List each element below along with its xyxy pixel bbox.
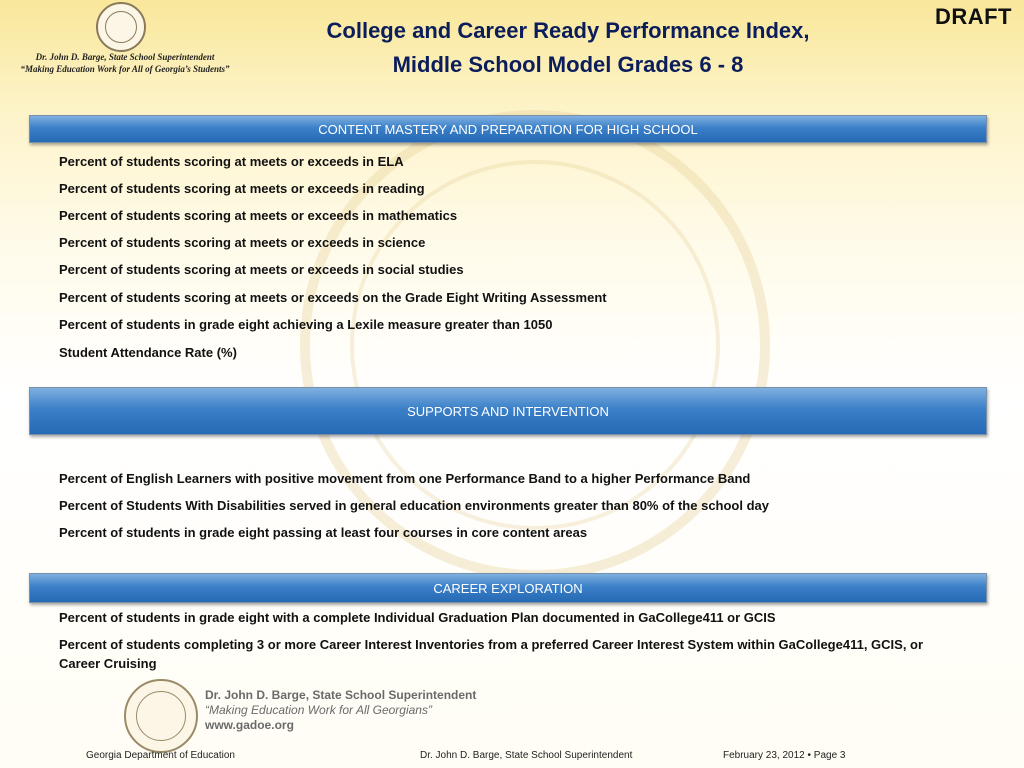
footer-seal-logo (124, 679, 198, 753)
list-item: Percent of students in grade eight with a complete Individual Graduation Plan documented in GaCollege411 or GCIS (59, 610, 776, 625)
draft-label: DRAFT (934, 4, 1012, 29)
section-header-career-exploration: CAREER EXPLORATION (29, 573, 987, 603)
list-item: Percent of students scoring at meets or exceeds in mathematics (59, 208, 458, 223)
list-item: Percent of students scoring at meets or exceeds on the Grade Eight Writing Assessment (59, 290, 607, 305)
list-item: Percent of students in grade eight passing at least four courses in core content areas (59, 525, 588, 540)
footer-logo-name: Dr. John D. Barge, State School Superintendent (205, 688, 477, 702)
section-header-content-mastery: CONTENT MASTERY AND PREPARATION FOR HIGH SCHOOL (29, 115, 987, 143)
list-item: Percent of students in grade eight achieving a Lexile measure greater than 1050 (59, 317, 553, 332)
list-item: Percent of students scoring at meets or exceeds in ELA (59, 154, 404, 169)
section-header-supports-intervention: SUPPORTS AND INTERVENTION (29, 387, 987, 435)
superintendent-motto: “Making Education Work for All of Georgia’s Students” (20, 64, 230, 74)
list-item: Student Attendance Rate (%) (59, 345, 237, 360)
list-item: Percent of students completing 3 or more Career Interest Inventories from a preferred Career Interest System within GaCollege411, GCIS, or Career Cruising (59, 637, 924, 671)
list-item: Percent of Students With Disabilities served in general education environments greater than 80% of the school day (59, 498, 769, 513)
page-title-line-1: College and Career Ready Performance Index, (326, 18, 810, 43)
list-item: Percent of students scoring at meets or exceeds in science (59, 235, 426, 250)
footer-logo-website: www.gadoe.org (205, 718, 294, 732)
footer-logo-motto: “Making Education Work for All Georgians” (205, 703, 432, 717)
footer-organization: Georgia Department of Education (86, 750, 235, 761)
list-item: Percent of students scoring at meets or exceeds in reading (59, 181, 425, 196)
page-title-line-2: Middle School Model Grades 6 - 8 (392, 52, 744, 77)
department-seal-logo (96, 2, 146, 52)
list-item: Percent of English Learners with positive movement from one Performance Band to a higher Performance Band (59, 471, 751, 486)
superintendent-name: Dr. John D. Barge, State School Superintendent (35, 52, 215, 62)
footer-superintendent: Dr. John D. Barge, State School Superintendent (420, 750, 633, 761)
footer-date-page: February 23, 2012 • Page 3 (723, 750, 846, 761)
list-item: Percent of students scoring at meets or exceeds in social studies (59, 262, 464, 277)
